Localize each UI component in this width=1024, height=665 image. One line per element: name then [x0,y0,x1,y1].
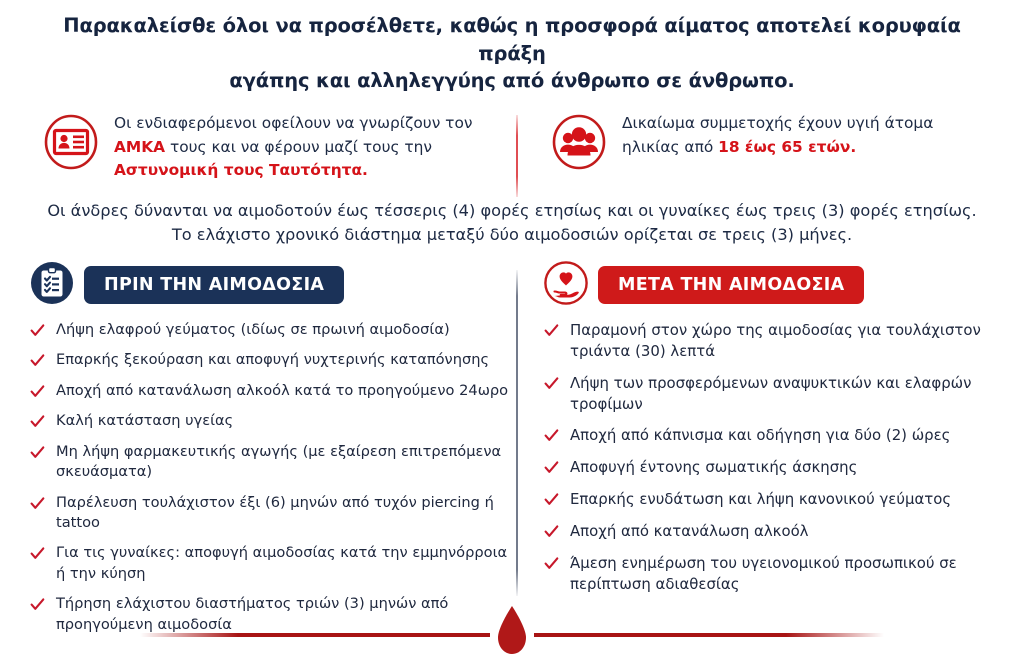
list-item [544,320,994,362]
headline-line-1: Παρακαλείσθε όλοι να προσέλθετε, καθώς η προσφορά αίματος αποτελεί κορυφαία πράξη [63,14,961,65]
info-block-amka [42,109,512,183]
vertical-divider-top [516,115,518,197]
list-item [30,350,512,370]
info-amka-text [114,109,512,183]
headline-line-2: αγάπης και αλληλεγγύης από άνθρωπο σε άνθρωπο. [229,69,795,93]
badge-before-donation[interactable]: ΠΡΙΝ ΤΗΝ ΑΙΜΟΔΟΣΙΑ [84,266,344,304]
heart-in-hand-icon [544,261,588,309]
sections-container [0,262,1024,645]
ornament-line-left [140,633,490,637]
section-before-header [30,262,512,308]
list-item [30,411,512,431]
list-item-label: Λήψη ελαφρού γεύματος (ιδίως σε πρωινή αιμοδοσία) [56,321,450,338]
check-icon [544,376,559,391]
info-row [0,109,1024,183]
check-icon [30,496,45,511]
section-before-donation [30,262,512,645]
check-icon [30,445,45,460]
page-headline [0,0,1024,95]
list-item [544,373,994,415]
list-item [30,543,512,584]
info-age-text-part1: Δικαίωμα συμμετοχής έχουν υγιή άτομα ηλικίας από [622,114,934,156]
people-group-icon [550,111,608,173]
check-icon [544,428,559,443]
list-item [544,489,994,510]
clipboard-checklist-icon [30,261,74,309]
check-icon [30,353,45,368]
list-item [30,493,512,534]
info-age-text [622,109,982,159]
info-amka-text-part2: τους και να φέρουν μαζί τους την [165,137,433,156]
list-item [544,457,994,478]
list-item-label: Μη λήψη φαρμακευτικής αγωγής (με εξαίρεση επιτρεπόμενα σκευάσματα) [56,442,502,481]
check-icon [30,414,45,429]
vertical-divider-main [516,270,518,596]
blood-drop-icon [494,605,530,657]
list-item-label: Αποχή από κατανάλωση αλκοόλ [570,522,809,541]
frequency-paragraph [0,199,1024,248]
info-age-highlight-range: 18 έως 65 ετών. [718,137,857,156]
checklist-after-donation [544,320,994,595]
check-icon [30,546,45,561]
list-item-label: Επαρκής ξεκούραση και αποφυγή νυχτερινής καταπόνησης [56,351,490,369]
ornament-line-right [534,633,884,637]
checklist-before-donation [30,320,512,635]
info-amka-highlight-amka: ΑΜΚΑ [114,137,166,156]
list-item-label: Αποχή από κατανάλωση αλκοόλ κατά το προηγούμενο 24ωρο [56,381,509,399]
list-item-label: Καλή κατάσταση υγείας [56,412,234,430]
frequency-line-2: Το ελάχιστο χρονικό διάστημα μεταξύ δύο αιμοδοσιών ορίζεται σε τρεις (3) μήνες. [171,225,853,245]
list-item [544,553,994,595]
list-item-label: Άμεση ενημέρωση του υγειονομικού προσωπικού σε περίπτωση αδιαθεσίας [570,553,957,593]
section-after-donation [512,262,994,645]
id-card-icon [42,111,100,173]
list-item [30,442,512,483]
check-icon [544,492,559,507]
list-item [544,521,994,542]
check-icon [30,384,45,399]
badge-after-donation[interactable]: ΜΕΤΑ ΤΗΝ ΑΙΜΟΔΟΣΙΑ [598,266,864,304]
check-icon [544,524,559,539]
section-after-header [544,262,994,308]
check-icon [30,323,45,338]
check-icon [544,556,559,571]
check-icon [544,460,559,475]
check-icon [544,323,559,338]
list-item-label: Παραμονή στον χώρο της αιμοδοσίας για τουλάχιστον τριάντα (30) λεπτά [570,321,981,360]
list-item-label: Λήψη των προσφερόμενων αναψυκτικών και ελαφρών τροφίμων [570,373,972,413]
bottom-ornament [0,597,1024,655]
info-block-age [512,109,982,173]
frequency-line-1: Οι άνδρες δύνανται να αιμοδοτούν έως τέσσερις (4) φορές ετησίως και οι γυναίκες έως τρεις (3) φορές ετησίως. [47,200,977,220]
list-item [544,425,994,446]
list-item-label: Αποφυγή έντονης σωματικής άσκησης [570,458,858,477]
list-item [30,320,512,340]
list-item-label: Επαρκής ενυδάτωση και λήψη κανονικού γεύματος [570,490,952,509]
list-item [30,381,512,401]
info-amka-text-part1: Οι ενδιαφερόμενοι οφείλουν να γνωρίζουν τον [114,114,473,133]
info-amka-highlight-id: Αστυνομική τους Ταυτότητα. [114,161,368,180]
list-item-label: Παρέλευση τουλάχιστον έξι (6) μηνών από τυχόν piercing ή tattoo [56,493,494,531]
list-item-label: Τήρηση ελάχιστου διαστήματος τριών (3) μηνών από προηγούμενη αιμοδοσία [56,595,449,633]
list-item-label: Για τις γυναίκες: αποφυγή αιμοδοσίας κατά την εμμηνόρροια ή την κύηση [56,544,508,582]
list-item-label: Αποχή από κάπνισμα και οδήγηση για δύο (2) ώρες [570,426,951,445]
